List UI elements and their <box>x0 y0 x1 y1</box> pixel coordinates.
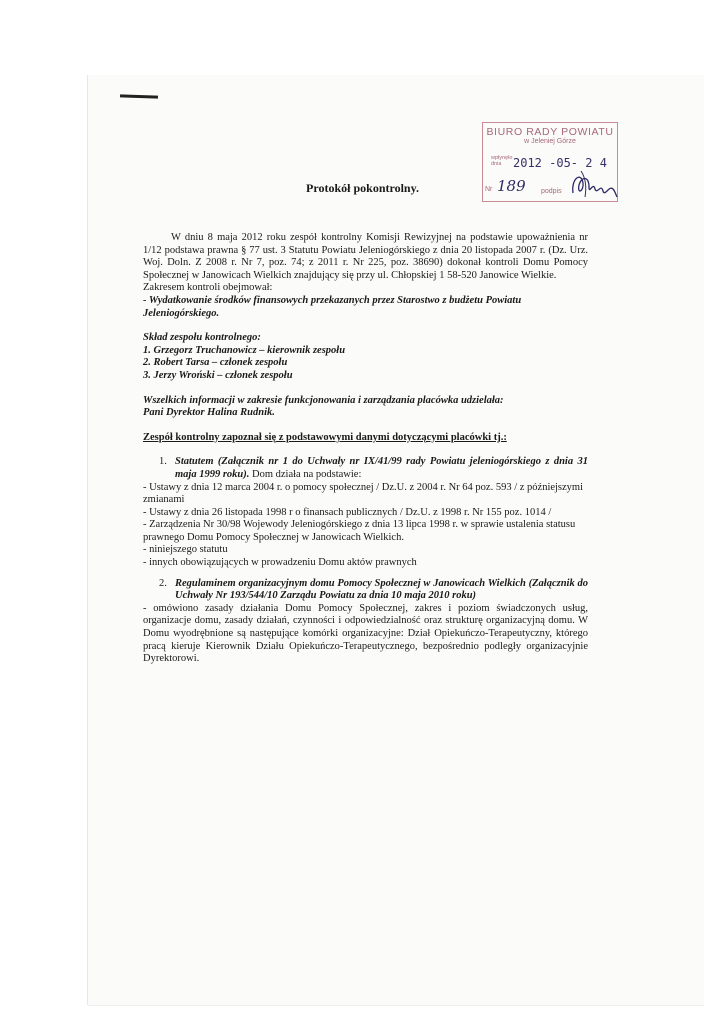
team-heading: Skład zespołu kontrolnego: <box>143 332 261 344</box>
stamp-received-date: 2012 -05- 2 4 <box>513 156 607 170</box>
intro-paragraph: W dniu 8 maja 2012 roku zespół kontrolny Komisji Rewizyjnej na podstawie upoważnienia nr 1/12 podstawa prawna § 77 ust. 3 Statutu Powiatu Jeleniogórskiego z dnia 20 listopada 2007 r. (Dz. Urz. Woj. Doln. Z 2008 r. Nr 7, poz. 74; z 2011 r. Nr 225, poz. 38690) dokonał kontroli Domu Pomocy Społecznej w Janowicach Wielkich znajdujący się przy ul. Chłopskiej 1 58-520 Janowice Wielkie. <box>143 232 588 281</box>
team-member-2: 2. Robert Tarsa – członek zespołu <box>143 357 288 369</box>
list-item-regulations <box>143 578 588 603</box>
statute-line: zmianami <box>143 494 185 506</box>
stamp-office-location: w Jeleniej Górze <box>524 138 576 145</box>
team-member-3: 3. Jerzy Wroński – członek zespołu <box>143 369 293 381</box>
regulations-body: - omówiono zasady działania Domu Pomocy Społecznej, zakres i poziom świadczonych usług, organizacje domu, zasady działań, czynności i odpowiedzialność oraz strukturę organizacyjną domu. W Domu wyodrębnione są następujące komórki organizacyjne: Dział Opiekuńczo-Terapeutyczny, którego pracą kieruje Kierownik Działu Opiekuńczo-Terapeutycznego, bezpośrednio podległy organizacyjnie Dyrektorowi. <box>143 602 588 665</box>
document-title: Protokół pokontrolny. <box>306 181 419 195</box>
document-body <box>143 232 588 666</box>
statute-line: - Ustawy z dnia 26 listopada 1998 r o finansach publicznych / Dz.U. z 1998 r. Nr 155 poz. 1014 / <box>143 506 552 518</box>
stamp-signature-label: podpis <box>541 188 562 195</box>
statute-line: - Zarządzenia Nr 30/98 Wojewody Jeleniogórskiego z dnia 13 lipca 1998 r. w sprawie ustalenia statusu prawnego Domu Pomocy Społecznej w Janowicach Wielkich. <box>143 519 576 543</box>
scope-item: - Wydatkowanie środków finansowych przekazanych przez Starostwo z budżetu Powiatu Jeleniogórskiego. <box>143 294 522 319</box>
info-provider-line: Wszelkich informacji w zakresie funkcjonowania i zarządzania placówka udzielała: <box>143 394 504 406</box>
statute-line: - Ustawy z dnia 12 marca 2004 r. o pomocy społecznej / Dz.U. z 2004 r. Nr 64 poz. 593 / z późniejszymi <box>143 481 584 493</box>
section-heading: Zespół kontrolny zapoznał się z podstawowymi danymi dotyczącymi placówki tj.: <box>143 431 507 443</box>
stamp-office-name: BIURO RADY POWIATU <box>486 126 614 138</box>
statute-basis-label: Dom działa na podstawie: <box>252 468 362 480</box>
stamp-nr-value: 189 <box>497 177 526 195</box>
list-item-statute <box>143 456 588 481</box>
list-item-number: 1. <box>159 456 167 468</box>
statute-line: - niniejszego statutu <box>143 544 228 556</box>
regulations-title: Regulaminem organizacyjnym domu Pomocy Społecznej w Janowicach Wielkich (Załącznik do Uchwały Nr 193/544/10 Zarządu Powiatu za dnia 10 maja 2010 roku) <box>175 577 588 602</box>
team-member-1: 1. Grzegorz Truchanowicz – kierownik zespołu <box>143 344 346 356</box>
info-provider-name: Pani Dyrektor Halina Rudnik. <box>143 407 275 419</box>
statute-title: Statutem (Załącznik nr 1 do Uchwały nr IX/41/99 rady Powiatu jeleniogórskiego z dnia 31 maja 1999 roku). <box>175 456 588 480</box>
scope-label: Zakresem kontroli obejmował: <box>143 282 273 294</box>
stamp-received-label: wpłynęło dnia <box>491 155 513 167</box>
stamp-nr-label: Nr <box>485 186 493 193</box>
statute-line: - innych obowiązujących w prowadzeniu Domu aktów prawnych <box>143 557 417 569</box>
list-item-number: 2. <box>159 577 167 589</box>
